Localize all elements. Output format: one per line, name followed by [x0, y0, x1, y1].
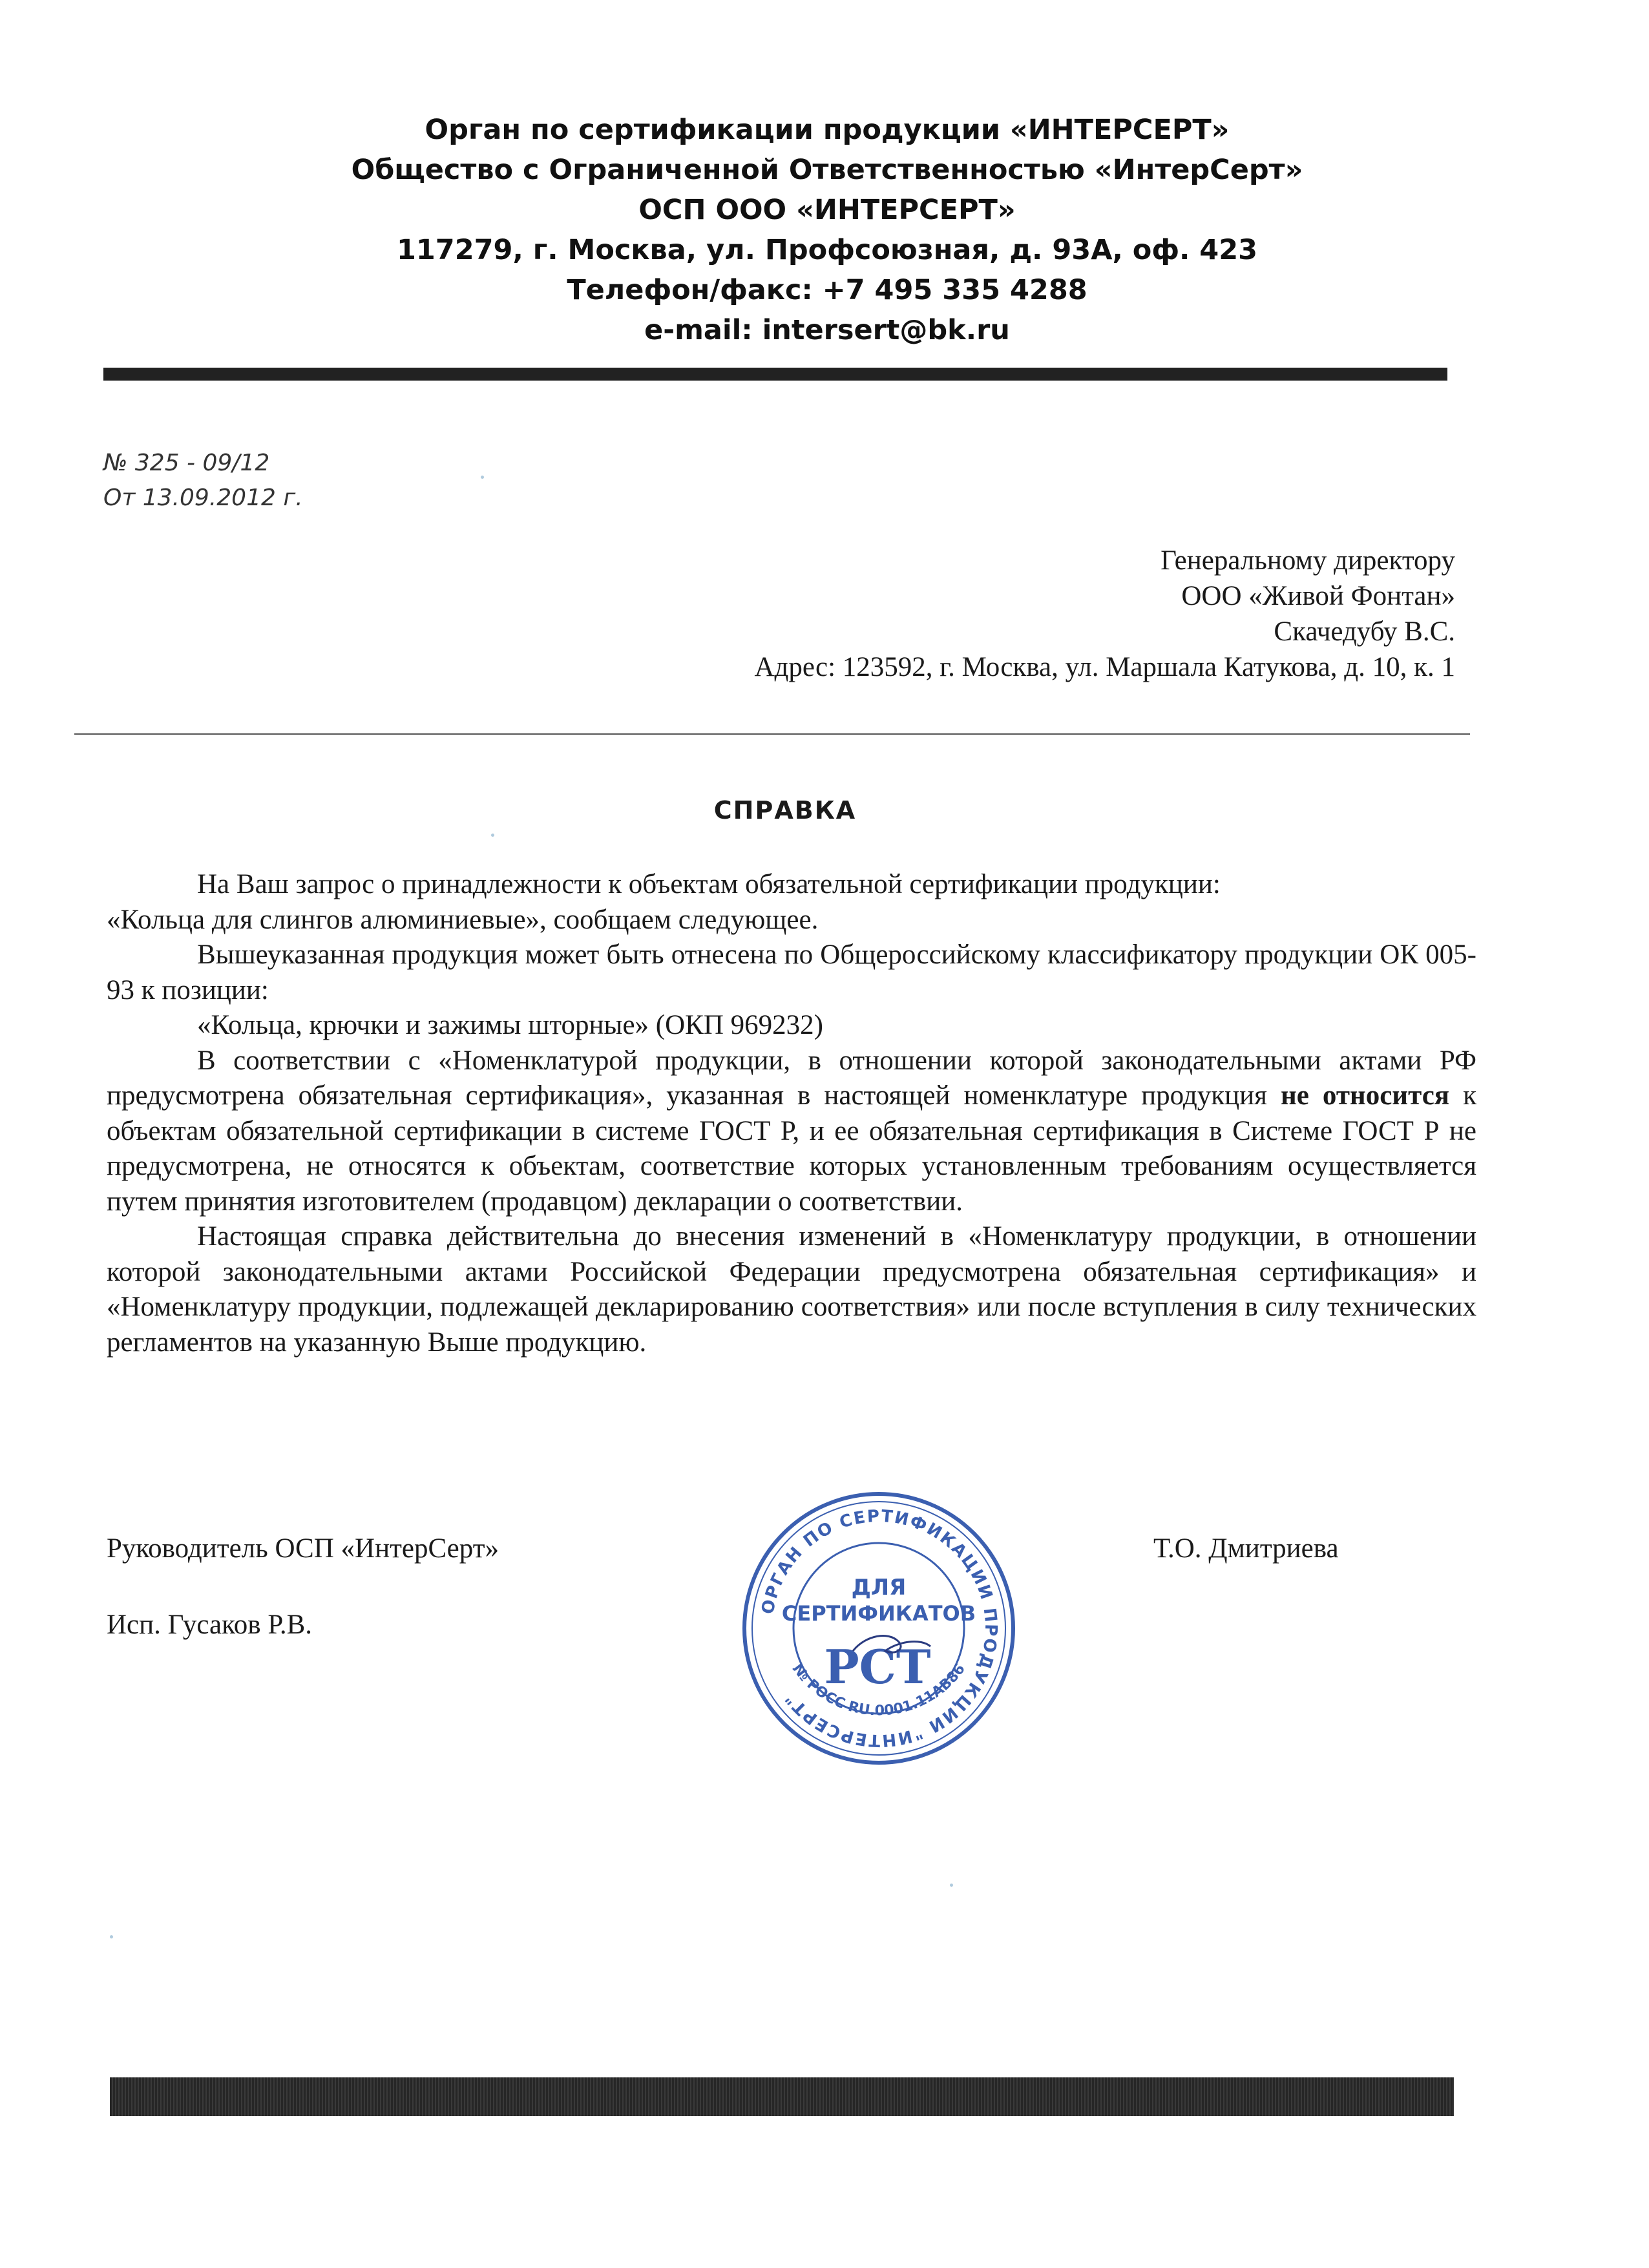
- body-paragraph-classification: Вышеуказанная продукция может быть отнесена по Общероссийскому классификатору продукции ОК 005-93 к позиции:: [107, 940, 1476, 1005]
- addressee-position: Генеральному директору: [1161, 545, 1455, 576]
- executor-name: Исп. Гусаков Р.В.: [107, 1610, 313, 1640]
- addressee-name: Скачедубу В.С.: [1274, 616, 1455, 647]
- body-paragraph-request: На Ваш запрос о принадлежности к объектам обязательной сертификации продукции:: [197, 869, 1221, 899]
- reference-block: [103, 446, 303, 516]
- addressee-divider: [74, 733, 1470, 735]
- scan-speck: [950, 1884, 953, 1887]
- addressee-block: [357, 543, 1455, 685]
- stamp-center-line1: ДЛЯ: [851, 1575, 907, 1601]
- addressee-address: Адрес: 123592, г. Москва, ул. Маршала Катукова, д. 10, к. 1: [754, 652, 1455, 682]
- document-title: СПРАВКА: [713, 796, 857, 824]
- addressee-company: ООО «Живой Фонтан»: [1181, 581, 1455, 611]
- nomenclature-bold-phrase: не относится: [1281, 1080, 1450, 1111]
- stamp-center-line2: СЕРТИФИКАТОВ: [781, 1601, 976, 1626]
- scan-speck: [110, 1935, 113, 1938]
- signatory-position: Руководитель ОСП «ИнтерСерт»: [107, 1533, 499, 1564]
- body-paragraph-product: «Кольца для слингов алюминиевые», сообщаем следующее.: [107, 904, 819, 935]
- nomenclature-text-end: к объектам обязательной сертификации в системе ГОСТ Р, и ее обязательная сертификация в Системе ГОСТ Р не предусмотрена, не относятся к объектам, соответствие которых установленным требованиям осуществляется путем принятия изготовителем (продавцом) декларации о соответствии.: [107, 1080, 1477, 1217]
- letterhead-company-name: Общество с Ограниченной Ответственностью «ИнтерСерт»: [351, 154, 1303, 186]
- letterhead-short-name: ОСП ООО «ИНТЕРСЕРТ»: [638, 194, 1016, 226]
- letterhead-email: e-mail: intersert@bk.ru: [644, 314, 1010, 346]
- body-paragraph-validity: Настоящая справка действительна до внесения изменений в «Номенклатуру продукции, в отношении которой законодательными актами Российской Федерации предусмотрена обязательная сертификация» и «Номенклатуру продукции, подлежащей декларированию соответствия» или после вступления в силу технических регламентов на указанную Выше продукцию.: [107, 1221, 1476, 1358]
- header-divider: [103, 368, 1447, 381]
- footer-bar: [110, 2077, 1454, 2116]
- stamp-ring-text: ОРГАН ПО СЕРТИФИКАЦИИ ПРОДУКЦИИ "ИНТЕРСЕРТ": [758, 1506, 1001, 1750]
- certification-stamp: [737, 1486, 1021, 1770]
- stamp-rst-emblem: РСТ: [824, 1639, 931, 1694]
- body-paragraph-nomenclature: [107, 1044, 1476, 1220]
- letterhead: [103, 110, 1551, 350]
- signatory-name: Т.О. Дмитриева: [1153, 1533, 1339, 1564]
- reference-number: № 325 - 09/12: [103, 450, 270, 476]
- document-body: [107, 867, 1476, 1360]
- letterhead-org-name: Орган по сертификации продукции «ИНТЕРСЕРТ»: [425, 114, 1230, 146]
- nomenclature-text-start: В соответствии с «Номенклатурой продукции, в отношении которой законодательными актами РФ предусмотрена обязательная сертификация», указанная в настоящей номенклатуре продукция: [107, 1045, 1476, 1111]
- stamp-registration-number: № РОСС RU.0001.11АВ86: [788, 1661, 969, 1719]
- body-paragraph-position: «Кольца, крючки и зажимы шторные» (ОКП 969232): [197, 1010, 823, 1040]
- scan-speck: [491, 834, 494, 837]
- reference-date: От 13.09.2012 г.: [103, 485, 303, 511]
- letterhead-phone: Телефон/факс: +7 495 335 4288: [567, 274, 1087, 306]
- letterhead-address: 117279, г. Москва, ул. Профсоюзная, д. 93А, оф. 423: [396, 234, 1258, 266]
- scan-speck: [481, 476, 484, 479]
